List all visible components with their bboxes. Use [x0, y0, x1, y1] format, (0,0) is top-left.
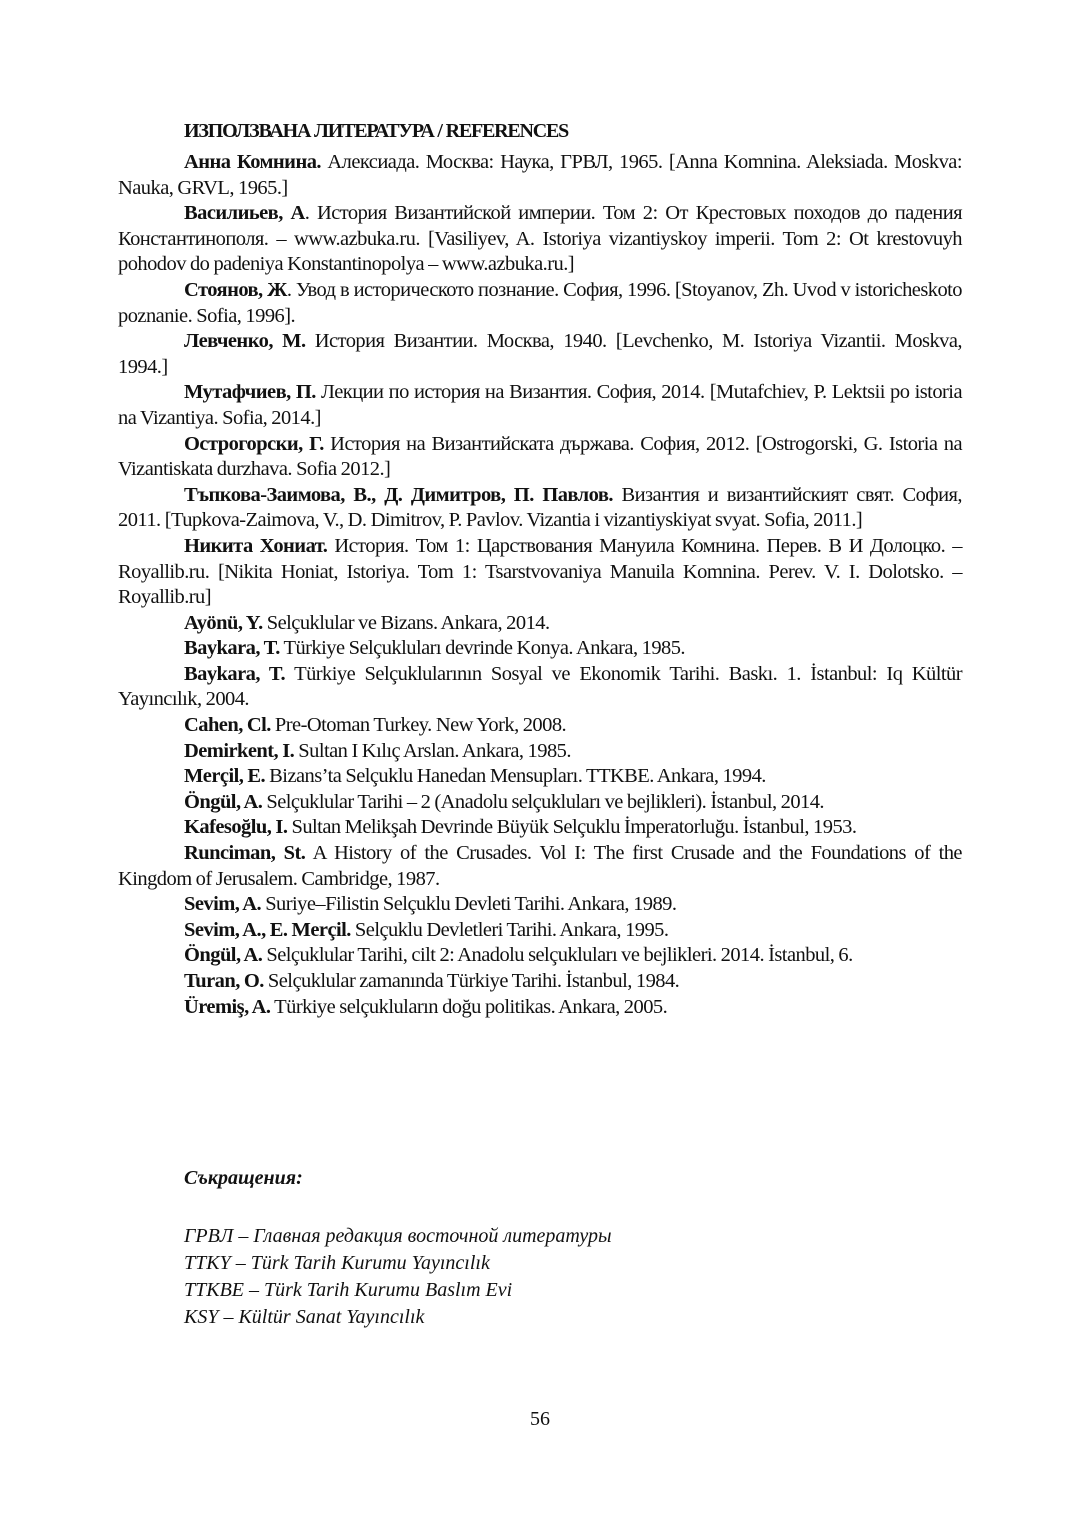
reference-entry	[118, 201, 962, 278]
reference-entry	[118, 483, 962, 534]
reference-entry	[118, 841, 962, 892]
reference-text: . История Византийской империи. Том 2: От Крестовых походов до падения Константинополя. – www.azbuka.ru. [Vasiliyev, A. Istoriya vizantiyskoy imperii. Tom 2: Ot krestovuyh pohodov do padeniya Konstantinopolya – www.azbuka.ru.]	[118, 202, 962, 276]
reference-author: Öngül, A.	[184, 790, 263, 813]
reference-entry	[118, 943, 962, 969]
abbreviation-item: KSY – Kültür Sanat Yayıncılık	[184, 1306, 425, 1328]
reference-text: Selçuklular ve Bizans. Ankara, 2014.	[262, 611, 550, 634]
reference-entry	[118, 380, 962, 431]
reference-author: Turan, O.	[184, 970, 264, 992]
reference-text: Bizans’ta Selçuklu Hanedan Mensupları. TTKBE. Ankara, 1994.	[265, 765, 766, 788]
references-heading: ИЗПОЛЗВАНА ЛИТЕРАТУРА / REFERENCES	[184, 120, 569, 142]
reference-author: Стоянов, Ж	[184, 278, 287, 301]
reference-text: Selçuklu Devletleri Tarihi. Ankara, 1995.	[350, 918, 669, 941]
reference-text: История на Византийската държава. София, 2012. [Ostrogorski, G. Istoria na Vizantiskata durzhava. Sofia 2012.]	[118, 432, 962, 481]
reference-entry	[118, 329, 962, 380]
reference-author: Василиьев, А	[184, 202, 305, 225]
reference-list	[118, 150, 962, 1020]
reference-text: Sultan I Kılıç Arslan. Ankara, 1985.	[294, 739, 571, 762]
reference-text: Selçuklular zamanında Türkiye Tarihi. İstanbul, 1984.	[263, 970, 680, 992]
reference-entry	[118, 611, 962, 637]
abbreviation-item: ГРВЛ – Главная редакция восточной литературы	[184, 1225, 612, 1247]
reference-entry	[118, 790, 962, 816]
reference-entry	[118, 815, 962, 841]
reference-text: Алексиада. Москва: Наука, ГРВЛ, 1965. [Anna Komnina. Aleksiada. Moskva: Nauka, GRVL, 1965.]	[118, 151, 962, 199]
reference-text: История Византии. Москва, 1940. [Levchenko, M. Istoriya Vizantii. Moskva, 1994.]	[118, 330, 962, 378]
reference-author: Runciman, St.	[184, 842, 306, 865]
reference-text: Лекции по история на Византия. София, 2014. [Mutafchiev, P. Lektsii po istoria na Vizantiya. Sofia, 2014.]	[118, 381, 962, 429]
page-number: 56	[530, 1408, 550, 1430]
abbreviations-list	[184, 1223, 612, 1331]
reference-entry	[118, 995, 962, 1021]
reference-author: Анна Комнина.	[184, 151, 321, 173]
reference-text: Византия и византийският свят. София, 2011. [Tupkova-Zaimova, V., D. Dimitrov, P. Pavlov. Vizantia i vizantiyskiyat svyat. Sofia, 2011.]	[118, 483, 962, 532]
reference-text: Pre-Otoman Turkey. New York, 2008.	[270, 714, 567, 737]
reference-author: Öngül, A.	[184, 944, 263, 967]
abbreviations-heading: Съкращения:	[184, 1167, 303, 1189]
reference-author: Merçil, E.	[184, 765, 266, 788]
reference-text: История. Том 1: Царствования Мануила Комнина. Перев. В И Долоцко. – Royallib.ru. [Nikita Honiat, Istoriya. Tom 1: Tsarstvovaniya Manuila Komnina. Perev. V. I. Dolotsko. – Royallib.ru]	[118, 534, 962, 609]
reference-text: Türkiye Selçuklularının Sosyal ve Ekonomik Tarihi. Baskı. 1. İstanbul: Iq Kültür Yayıncılık, 2004.	[118, 662, 963, 711]
reference-author: Sevim, A., E. Merçil.	[184, 918, 351, 941]
reference-text: Türkiye selçukluların doğu politikas. Ankara, 2005.	[270, 995, 668, 1018]
reference-entry	[118, 432, 962, 483]
reference-text: A History of the Crusades. Vol I: The first Crusade and the Foundations of the Kingdom of Jerusalem. Cambridge, 1987.	[118, 842, 962, 890]
reference-entry	[118, 918, 962, 944]
reference-entry	[118, 662, 962, 713]
reference-author: Baykara, T.	[184, 637, 280, 660]
reference-entry	[118, 636, 962, 662]
reference-author: Мутафчиев, П.	[184, 381, 316, 404]
reference-author: Kafesoğlu, I.	[184, 816, 288, 839]
reference-author: Никита Хониат.	[184, 534, 328, 557]
reference-author: Sevim, A.	[184, 893, 262, 916]
reference-text: Selçuklular Tarihi – 2 (Anadolu selçukluları ve bejlikleri). İstanbul, 2014.	[262, 790, 825, 813]
reference-author: Острогорски, Г.	[184, 432, 324, 455]
reference-text: Selçuklular Tarihi, cilt 2: Anadolu selçukluları ve bejlikleri. 2014. İstanbul, 6.	[262, 944, 853, 967]
reference-entry	[118, 892, 962, 918]
reference-entry	[118, 534, 962, 611]
abbreviation-item: TTKY – Türk Tarih Kurumu Yayıncılık	[184, 1252, 490, 1274]
reference-entry	[118, 278, 962, 329]
reference-entry	[118, 969, 962, 995]
reference-author: Cahen, Cl.	[184, 714, 271, 737]
reference-author: Ayönü, Y.	[184, 611, 263, 634]
reference-author: Demirkent, I.	[184, 739, 295, 762]
reference-author: Baykara, T.	[184, 662, 286, 685]
reference-text: Suriye–Filistin Selçuklu Devleti Tarihi. Ankara, 1989.	[261, 893, 677, 916]
reference-entry	[118, 764, 962, 790]
reference-entry	[118, 739, 962, 765]
reference-author: Üremiş, A.	[184, 995, 271, 1018]
reference-text: Sultan Melikşah Devrinde Büyük Selçuklu İmperatorluğu. İstanbul, 1953.	[287, 816, 857, 839]
reference-author: Левченко, М.	[184, 330, 306, 353]
reference-author: Тъпкова-Заимова, В., Д. Димитров, П. Павлов.	[184, 483, 613, 506]
reference-text: Türkiye Selçukluları devrinde Konya. Ankara, 1985.	[279, 637, 686, 660]
reference-entry	[118, 713, 962, 739]
reference-text: . Увод в историческото познание. София, 1996. [Stoyanov, Zh. Uvod v istoricheskoto poznanie. Sofia, 1996].	[118, 278, 962, 327]
abbreviation-item: TTKBE – Türk Tarih Kurumu Baslım Evi	[184, 1279, 513, 1301]
reference-entry	[118, 150, 962, 201]
